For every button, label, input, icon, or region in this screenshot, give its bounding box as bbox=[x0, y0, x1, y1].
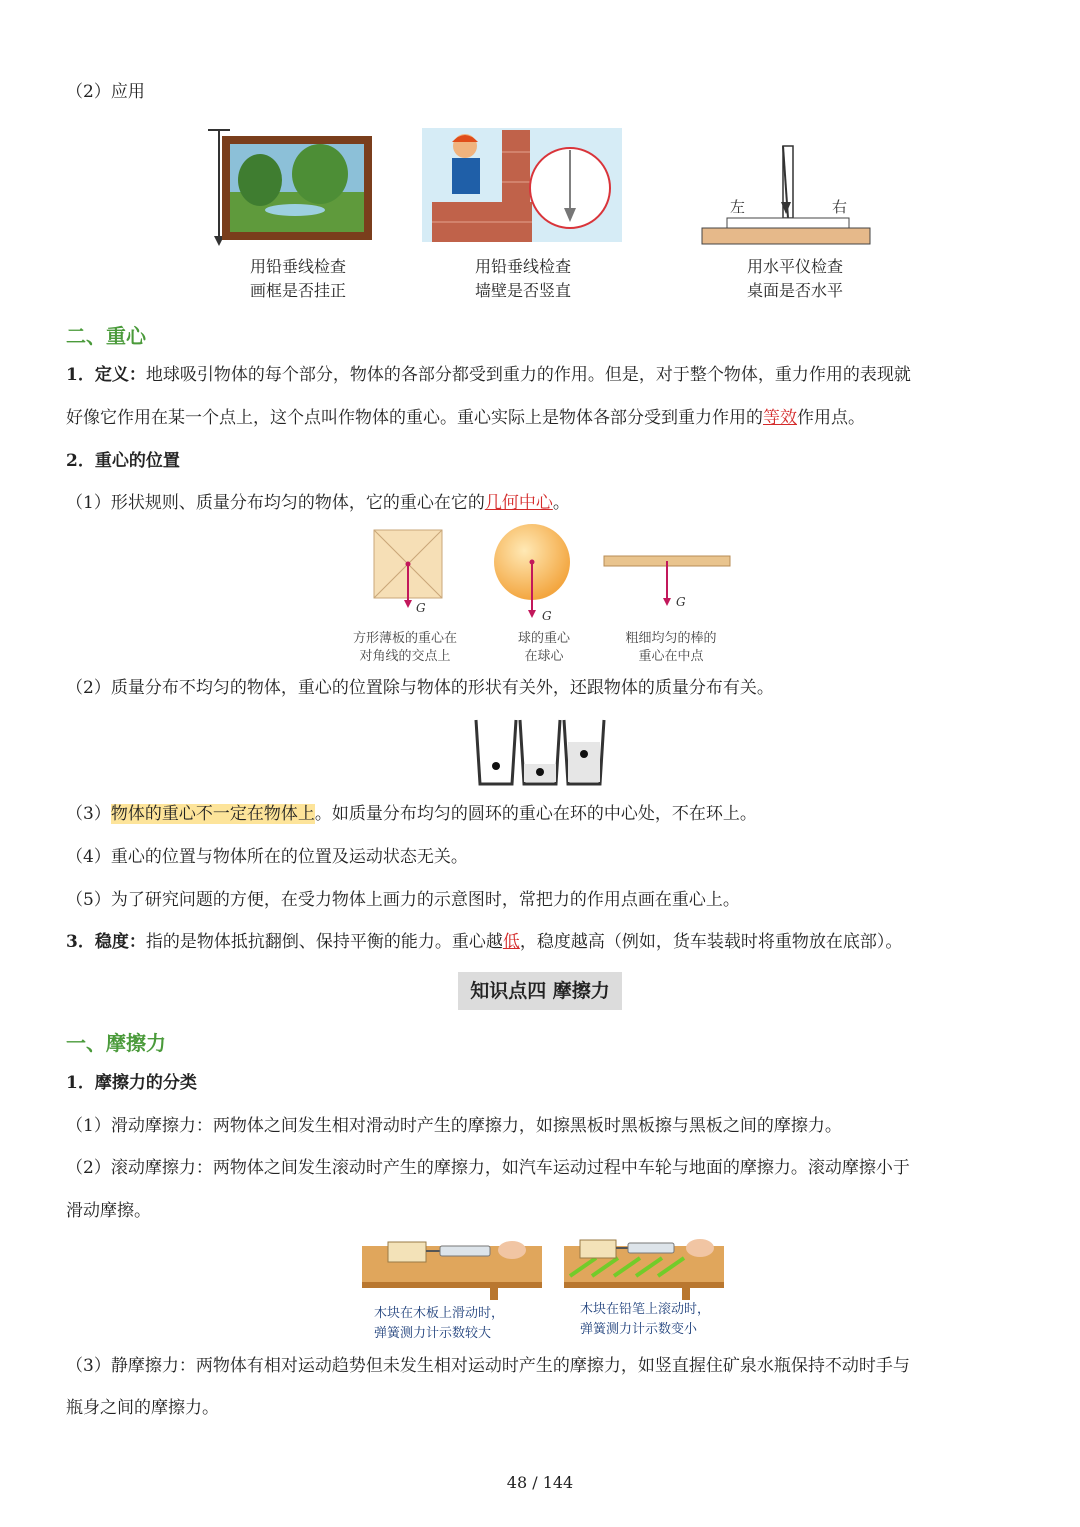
caption-sliding-1: 木块在木板上滑动时， bbox=[374, 1306, 505, 1321]
heading-friction: 一、摩擦力 bbox=[66, 1031, 166, 1055]
stability-keyword: 低 bbox=[502, 932, 520, 952]
friction-item-3-line-2: 瓶身之间的摩擦力。 bbox=[66, 1398, 219, 1418]
label-right: 右 bbox=[832, 198, 848, 216]
application-figure bbox=[200, 122, 890, 252]
position-item-1-end: 。 bbox=[552, 493, 570, 513]
caption-wall-2: 墙壁是否竖直 bbox=[474, 281, 571, 300]
caption-ball-2: 在球心 bbox=[524, 649, 564, 664]
friction-item-2-line-1: （2）滚动摩擦力：两物体之间发生滚动时产生的摩擦力，如汽车运动过程中车轮与地面的摩擦力。滚动摩擦小于 bbox=[66, 1158, 910, 1178]
position-item-4: （4）重心的位置与物体所在的位置及运动状态无关。 bbox=[66, 847, 468, 867]
caption-table-2: 桌面是否水平 bbox=[746, 281, 843, 300]
position-item-1-keyword: 几何中心 bbox=[484, 493, 553, 513]
friction-figure bbox=[360, 1236, 730, 1300]
position-item-3-highlight: 物体的重心不一定在物体上 bbox=[110, 804, 315, 824]
caption-frame-2: 画框是否挂正 bbox=[249, 281, 346, 300]
definition-text-2: 好像它作用在某一个点上，这个点叫作物体的重心。重心实际上是物体各部分受到重力作用的 bbox=[66, 408, 763, 428]
caption-rolling-2: 弹簧测力计示数变小 bbox=[580, 1322, 698, 1337]
section-application: （2）应用 bbox=[66, 82, 145, 102]
knowledge-point-title: 知识点四 摩擦力 bbox=[458, 972, 622, 1010]
position-item-1-text: （1）形状规则、质量分布均匀的物体，它的重心在它的 bbox=[66, 493, 485, 513]
cups-figure bbox=[470, 716, 610, 788]
caption-ball-1: 球的重心 bbox=[517, 631, 570, 646]
stability-text-1: 指的是物体抵抗翻倒、保持平衡的能力。重心越 bbox=[145, 932, 503, 952]
caption-sliding-2: 弹簧测力计示数较大 bbox=[374, 1326, 492, 1341]
regular-shapes-figure bbox=[360, 524, 740, 624]
stability-line bbox=[66, 930, 902, 954]
caption-rolling-1: 木块在铅笔上滚动时， bbox=[580, 1302, 711, 1317]
friction-item-1: （1）滑动摩擦力：两物体之间发生相对滑动时产生的摩擦力，如擦黑板时黑板擦与黑板之间的摩擦力。 bbox=[66, 1116, 842, 1136]
friction-item-3-line-1: （3）静摩擦力：两物体有相对运动趋势但未发生相对运动时产生的摩擦力，如竖直握住矿泉水瓶保持不动时手与 bbox=[66, 1356, 910, 1376]
position-item-1 bbox=[66, 491, 570, 515]
position-item-2: （2）质量分布不均匀的物体，重心的位置除与物体的形状有关外，还跟物体的质量分布有关。 bbox=[66, 678, 774, 698]
g-label-ball: G bbox=[542, 609, 552, 623]
definition-line-2 bbox=[66, 406, 865, 430]
position-item-3-text: 。如质量分布均匀的圆环的重心在环的中心处，不在环上。 bbox=[314, 804, 757, 824]
position-item-3-prefix: （3） bbox=[66, 804, 111, 824]
caption-square-1: 方形薄板的重心在 bbox=[352, 631, 457, 646]
page-number: 48 / 144 bbox=[506, 1473, 574, 1492]
caption-frame-1: 用铅垂线检查 bbox=[249, 257, 346, 276]
caption-rod-1: 粗细均匀的棒的 bbox=[625, 631, 717, 646]
position-title: 2．重心的位置 bbox=[66, 451, 180, 471]
position-item-3 bbox=[66, 802, 757, 826]
friction-item-2-line-2: 滑动摩擦。 bbox=[66, 1201, 151, 1221]
stability-text-2: ，稳度越高（例如，货车装载时将重物放在底部）。 bbox=[519, 932, 903, 952]
definition-line-1 bbox=[66, 363, 911, 387]
definition-keyword: 等效 bbox=[763, 408, 797, 428]
caption-square-2: 对角线的交点上 bbox=[359, 649, 451, 664]
stability-label: 3．稳度： bbox=[66, 932, 146, 952]
g-label-square: G bbox=[416, 601, 426, 615]
caption-rod-2: 重心在中点 bbox=[638, 649, 704, 664]
definition-label: 1．定义： bbox=[66, 365, 146, 385]
label-left: 左 bbox=[730, 198, 746, 216]
classification-title: 1．摩擦力的分类 bbox=[66, 1073, 197, 1093]
caption-wall-1: 用铅垂线检查 bbox=[474, 257, 571, 276]
heading-center-of-gravity: 二、重心 bbox=[66, 324, 146, 348]
position-item-5: （5）为了研究问题的方便，在受力物体上画力的示意图时，常把力的作用点画在重心上。 bbox=[66, 890, 740, 910]
g-label-rod: G bbox=[676, 595, 686, 609]
definition-text-1: 地球吸引物体的每个部分，物体的各部分都受到重力的作用。但是，对于整个物体，重力作用的表现就 bbox=[145, 365, 911, 385]
definition-text-3: 作用点。 bbox=[797, 408, 865, 428]
caption-table-1: 用水平仪检查 bbox=[746, 257, 843, 276]
